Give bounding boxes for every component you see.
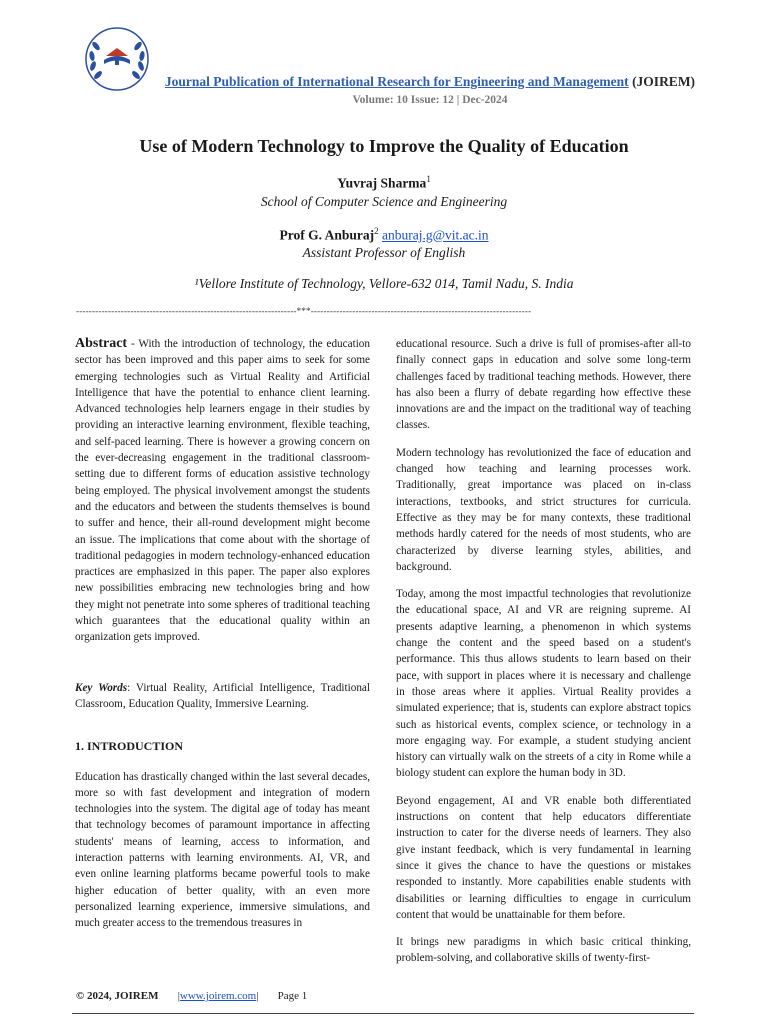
paper-title: Use of Modern Technology to Improve the Quality of Education [139, 136, 629, 156]
author-1 [0, 174, 768, 192]
abstract [75, 336, 370, 646]
author-1-name: Yuvraj Sharma [337, 175, 427, 191]
footer-page-number: Page 1 [277, 990, 308, 1002]
right-column [396, 336, 691, 978]
right-paragraph-4: Beyond engagement, AI and VR enable both differentiated instructions on content that help educators differentiate instruction to cater for the diverse needs of learners. They also give instant feedback, which is very fundamental in learning since it gives the chance to have the questions or mistakes responded to instantly. More capabilities enable students with disabilities or learning difficulties to engage in curriculum content that would be unattainable for them before. [396, 794, 691, 921]
abstract-label: Abstract [75, 336, 128, 351]
author-2-email-link[interactable]: anburaj.g@vit.ac.in [381, 227, 489, 243]
footer-divider: | [256, 990, 259, 1002]
author-1-affiliation: School of Computer Science and Engineering [260, 194, 508, 209]
journal-link[interactable]: Journal Publication of International Research for Engineering and Management [164, 74, 629, 89]
footer-copyright: © 2024, JOIREM [76, 990, 159, 1002]
footer [76, 990, 307, 1002]
author-2-sup: 2 [374, 226, 379, 236]
intro-paragraph: Education has drastically changed within the last several decades, more so with fast development and integration of modern technologies into the system. The digital age of today has meant that technology becomes of paramount importance in affecting students' means of learning, access to information, and interaction patterns with learning environments. AI, VR, and even online learning platforms became powerful tools to make higher education of better quality, with an even more personalized learning experience, immersive simulations, and much greater access to the tremendous treasures in [75, 770, 370, 930]
right-paragraph-3: Today, among the most impactful technologies that revolutionize the educational space, AI and VR are reigning supreme. AI presents adaptive learning, a phenomenon in which systems change the content and the speed based on a student's performance. This thus allows students to learn based on their pace, with support in places where it is necessary and challenge in those areas where it applies. Virtual Reality provides a simulated experience; that is, students can explore abstract topics such as historical events, complex science, or technology in a more engaging way. For example, a student studying ancient history can virtually walk on the streets of a city in Rome while a biology student can explore the human body in 3D. [396, 588, 691, 780]
left-column [75, 336, 370, 943]
journal-abbr: (JOIREM) [632, 74, 696, 89]
author-1-sup: 1 [426, 174, 431, 184]
author-2 [0, 226, 768, 244]
author-2-name: Prof G. Anburaj [279, 227, 375, 243]
footer-rule [72, 1013, 694, 1014]
section-heading-introduction: 1. INTRODUCTION [75, 739, 184, 754]
keywords-label: Key Words [75, 681, 128, 694]
abstract-text: - With the introduction of technology, the education sector has been improved and this paper aims to seek for some emerging technologies such as Virtual Reality and Artificial Intelligence that have the potential to enhance client learning. Advanced technologies help learners engage in their studies by providing an interactive learning environment, flexible teaching, and self-paced learning. There is however a growing concern on the ever-decreasing engagement in the traditional classroom-setting due to different forms of education assistive technology being employed. The physical involvement amongst the students and the educators and between the students themselves is bound to suffer and hence, their all-round development might become an issue. The implications that come about with the shortage of traditional pedagogies in modern technology-enhanced education practices are emphasized in this paper. The paper also explores new possibilities embracing new technologies bring and how they might not penetrate into some spheres of traditional teaching which guarantees that the educational quality within an organization gets improved. [75, 338, 370, 644]
journal-logo [84, 26, 150, 92]
volume-line: Volume: 10 Issue: 12 | Dec-2024 [352, 94, 508, 106]
keywords-text: : Virtual Reality, Artificial Intelligence, Traditional Classroom, Education Quality, Immersive Learning. [75, 681, 370, 710]
author-2-affiliation: Assistant Professor of English [302, 245, 466, 260]
section-separator: ---------------------------------------------------------------------***--------------------------------------------------------------------- [76, 306, 532, 316]
right-paragraph-1: educational resource. Such a drive is full of promises-after all-to finally connect gaps in education and solve some long-term challenges faced by traditional teaching methods. However, there has also been a flurry of debate regarding how effective these innovations are and the impact on the traditional way of teaching classes. [396, 338, 691, 432]
right-paragraph-5: It brings new paradigms in which basic critical thinking, problem-solving, and collaborative skills of twenty-first- [396, 936, 691, 965]
footer-website-link[interactable]: www.joirem.com [179, 990, 257, 1002]
right-paragraph-2: Modern technology has revolutionized the face of education and changed how teaching and learning processes work. Traditionally, great importance was placed on in-class interactions, textbooks, and strict structures for curricula. Effective as they may be for many contexts, these traditional methods hardly catered for the needs of most students, who are characterized by diverse learning styles, abilities, and background. [396, 446, 691, 573]
journal-name [150, 74, 710, 90]
footer-divider: | [177, 990, 180, 1002]
keywords [75, 680, 370, 713]
institution: ¹Vellore Institute of Technology, Vellore-632 014, Tamil Nadu, S. India [194, 276, 574, 291]
